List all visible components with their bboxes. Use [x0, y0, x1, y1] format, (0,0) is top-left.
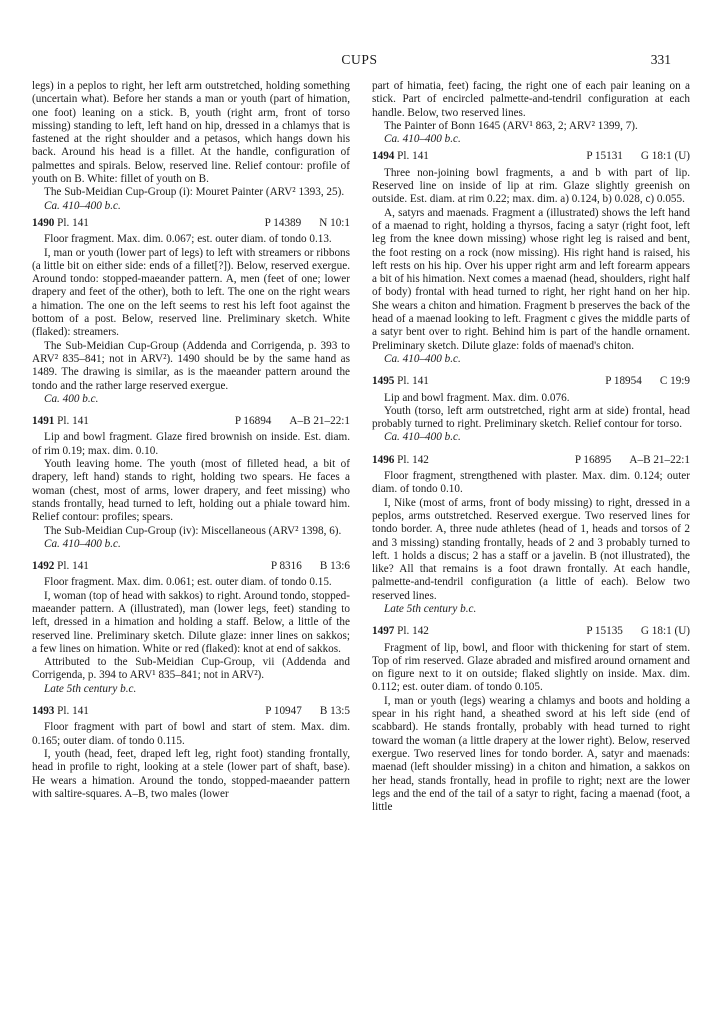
date-line: Late 5th century b.c.	[384, 602, 477, 615]
deposit-reference: C 19:9	[659, 375, 690, 388]
plate-reference: Pl. 141	[57, 560, 89, 573]
paragraph: I, Nike (most of arms, front of body missing) to right, dressed in a peplos, arms outstretched. Reserved exergue. Two reserved lines for tondo border. A, three nude athletes (head of 1, heads and torsos of 2 and 3 missing) standing frontally, heads of 2 and 3 probably turned to left. 1 holds a discus; 2 has a staff or a javelin. B (not illustrated), the like? All that remains is a foot drawn frontally. At each handle, palmette-and-tendril configuration (a little of each). Below two reserved lines.	[372, 496, 690, 602]
paragraph: I, man or youth (legs) wearing a chlamys and boots and holding a spear in his right hand, a sheathed sword at his left side (end of scabbard). He stands frontally, probably with head turned to right toward the woman (a little drapery at the lower right). Below, reserved exergue. Two reserved lines for tondo border. A, satyr and maenads: maenad (left shoulder missing) in a chiton and himation, a sakkos on her head, stands frontally, head in profile to right; next are the lower legs and the end of the tail of a satyr to right, facing a maenad (foot, a little	[372, 694, 690, 814]
date-line: Ca. 410–400 b.c.	[384, 352, 461, 365]
plate-reference: Pl. 141	[57, 216, 89, 229]
running-title: CUPS	[341, 52, 378, 67]
date-line: Ca. 410–400 b.c.	[384, 431, 461, 444]
catalogue-entry-1496	[372, 454, 690, 617]
entry-number: 1492	[32, 560, 55, 573]
paragraph: I, youth (head, feet, draped left leg, right foot) standing frontally, head in profile to right, looking at a stele (lower part of shaft, base). He wears a himation. Around the tondo, stopped-maeander pattern with saltire-squares. A–B, two males (lower	[32, 747, 350, 800]
date-line: Ca. 410–400 b.c.	[44, 199, 121, 212]
paragraph: Three non-joining bowl fragments, a and b with part of lip. Reserved line on inside of lip at rim. Glaze slightly greenish on outside. Est. diam. at rim 0.22; max. dim. a) 0.124, b) 0.028, c) 0.055.	[372, 166, 690, 206]
plate-reference: Pl. 141	[397, 375, 429, 388]
catalogue-entry-1493	[32, 705, 350, 801]
paragraph: The Sub-Meidian Cup-Group (iv): Miscellaneous (ARV² 1398, 6).	[44, 524, 342, 537]
paragraph: Floor fragment, strengthened with plaster. Max. dim. 0.124; outer diam. of tondo 0.10.	[372, 470, 690, 496]
deposit-reference: B 13:6	[319, 560, 350, 573]
continuation-block	[372, 80, 690, 146]
paragraph: Floor fragment. Max. dim. 0.067; est. outer diam. of tondo 0.13.	[44, 233, 332, 246]
plate-reference: Pl. 141	[397, 150, 429, 163]
plate-reference: Pl. 142	[397, 625, 429, 638]
left-column	[32, 80, 350, 801]
paragraph: A, satyrs and maenads. Fragment a (illustrated) shows the left hand of a maenad to right, holding a thyrsos, facing a satyr (right foot, left leg from the knee down missing) whose right leg is raised and bent, the foot resting on a rock (now missing). His right hand is raised, his left rests on his hip. Over his upper right arm and left forearm appears a bit of his himation. Next comes a maenad (head, shoulders, right half of body) frontal with head turned to right, her right hand on her hip. She wears a chiton and himation. Fragment b preserves the back of the head of a maenad looking to left. Fragment c gives the middle parts of a satyr bent over to right. Behind him is part of the handle ornament. Preliminary sketch. Dilute glaze: folds of maenad's chiton.	[372, 206, 690, 352]
paragraph: legs) in a peplos to right, her left arm outstretched, holding something (uncertain what). Before her stands a man or youth (part of himation, one foot) leaning on a stick. B, youth (right arm, front of torso missing) standing to left, left hand on hip, dressed in a chlamys that is fastened at the right shoulder and a petasos, which hangs down his back. Around his head is a fillet. At the handle, configuration of palmettes and spirals. Below, reserved line. Relief contour: profile of youth on B. White: fillet of youth on B.	[32, 80, 350, 186]
plate-reference: Pl. 141	[57, 415, 89, 428]
date-line: Ca. 400 b.c.	[44, 392, 99, 405]
paragraph: The Sub-Meidian Cup-Group (i): Mouret Painter (ARV² 1393, 25).	[44, 186, 345, 199]
paragraph: Youth (torso, left arm outstretched, right arm at side) frontal, head probably turned to right. Preliminary sketch. Relief contour for torso.	[372, 404, 690, 431]
page-number: 331	[650, 52, 671, 67]
right-column	[372, 80, 690, 814]
deposit-reference: G 18:1 (U)	[640, 625, 690, 638]
deposit-reference: B 13:5	[319, 705, 350, 718]
entry-number: 1496	[372, 453, 395, 466]
date-line: Late 5th century b.c.	[44, 682, 137, 695]
entry-number: 1491	[32, 415, 55, 428]
paragraph: part of himatia, feet) facing, the right one of each pair leaning on a stick. Part of encircled palmette-and-tendril configuration at each handle. Below, two reserved lines.	[372, 80, 690, 119]
plate-reference: Pl. 142	[397, 453, 429, 466]
inventory-number: P 15131	[586, 150, 623, 163]
entry-number: 1493	[32, 705, 55, 718]
paragraph: I, woman (top of head with sakkos) to right. Around tondo, stopped-maeander pattern. A (illustrated), man (lower legs, feet) standing to left, dressed in a himation and holding a staff. Below, a little of the reserved line. Preliminary sketch. Dilute glaze: inner lines on sakkos; a few lines on himation. White or red (flaked): knot at end of sakkos.	[32, 589, 350, 655]
paragraph: Floor fragment with part of bowl and start of stem. Max. dim. 0.165; outer diam. of tondo 0.115.	[32, 721, 350, 747]
entry-heading	[372, 454, 690, 467]
paragraph: The Sub-Meidian Cup-Group (Addenda and Corrigenda, p. 393 to ARV² 835–841; not in ARV²). 1490 should be by the same hand as 1489. The drawing is similar, as is the maeander pattern around the tondo and the rather large reserved exergue.	[32, 339, 350, 392]
inventory-number: P 18954	[605, 375, 642, 388]
catalogue-entry-1491	[32, 415, 350, 551]
catalogue-entry-1497	[372, 625, 690, 814]
entry-heading	[32, 415, 350, 428]
paragraph: Youth leaving home. The youth (most of filleted head, a bit of drapery, left hand) stands to right, holding two spears. He faces a woman (chest, most of arms, lower drapery, and feet missing) who stands frontally, head turned to left, holding out a phiale toward him. Relief contour: profiles; spears.	[32, 458, 350, 524]
paragraph: I, man or youth (lower part of legs) to left with streamers or ribbons (a little bit on either side: ends of a fillet[?]). Below, reserved exergue. Around tondo: stopped-maeander pattern. A, men (feet of one; lower drapery and feet of the other), both to left. The one on the right wears a himation. The one on the left seems to rest his left foot against the bottom of a post. Below, reserved line. Preliminary sketch. White (flaked): streamers.	[32, 246, 350, 339]
entry-heading	[372, 150, 690, 163]
inventory-number: P 8316	[270, 560, 302, 573]
date-line: Ca. 410–400 b.c.	[44, 537, 121, 550]
inventory-number: P 16894	[234, 415, 272, 428]
inventory-number: P 10947	[265, 705, 302, 718]
catalogue-entry-1492	[32, 560, 350, 696]
paragraph: Attributed to the Sub-Meidian Cup-Group, vii (Addenda and Corrigenda, p. 394 to ARV¹ 835–841; not in ARV²).	[32, 656, 350, 682]
paragraph: Lip and bowl fragment. Max. dim. 0.076.	[384, 391, 570, 404]
deposit-reference: A–B 21–22:1	[289, 415, 350, 428]
inventory-number: P 15135	[586, 625, 623, 638]
entry-heading	[372, 625, 690, 638]
catalogue-entry-1490	[32, 217, 350, 406]
paragraph: The Painter of Bonn 1645 (ARV¹ 863, 2; ARV² 1399, 7).	[384, 119, 638, 132]
entry-heading	[372, 375, 690, 388]
entry-heading	[32, 217, 350, 230]
date-line: Ca. 410–400 b.c.	[384, 133, 461, 146]
entry-number: 1497	[372, 625, 395, 638]
paragraph: Fragment of lip, bowl, and floor with thickening for start of stem. Top of rim reserved. Glaze abraded and misfired around ornament and on figure next to it on outside; flaked slightly on inside. Max. dim. 0.112; est. outer diam. of tondo 0.105.	[372, 641, 690, 694]
continuation-block	[32, 80, 350, 213]
entry-heading	[32, 560, 350, 573]
deposit-reference: N 10:1	[319, 216, 350, 229]
page-header	[0, 52, 719, 72]
catalogue-entry-1495	[372, 375, 690, 444]
deposit-reference: G 18:1 (U)	[640, 150, 690, 163]
entry-number: 1495	[372, 375, 395, 388]
deposit-reference: A–B 21–22:1	[629, 453, 690, 466]
paragraph: Floor fragment. Max. dim. 0.061; est. outer diam. of tondo 0.15.	[44, 576, 332, 589]
inventory-number: P 14389	[264, 216, 302, 229]
entry-heading	[32, 705, 350, 718]
inventory-number: P 16895	[574, 453, 612, 466]
plate-reference: Pl. 141	[57, 705, 89, 718]
catalogue-entry-1494	[372, 150, 690, 366]
paragraph: Lip and bowl fragment. Glaze fired brownish on inside. Est. diam. of rim 0.19; max. dim. 0.10.	[32, 431, 350, 457]
entry-number: 1490	[32, 216, 55, 229]
entry-number: 1494	[372, 150, 395, 163]
